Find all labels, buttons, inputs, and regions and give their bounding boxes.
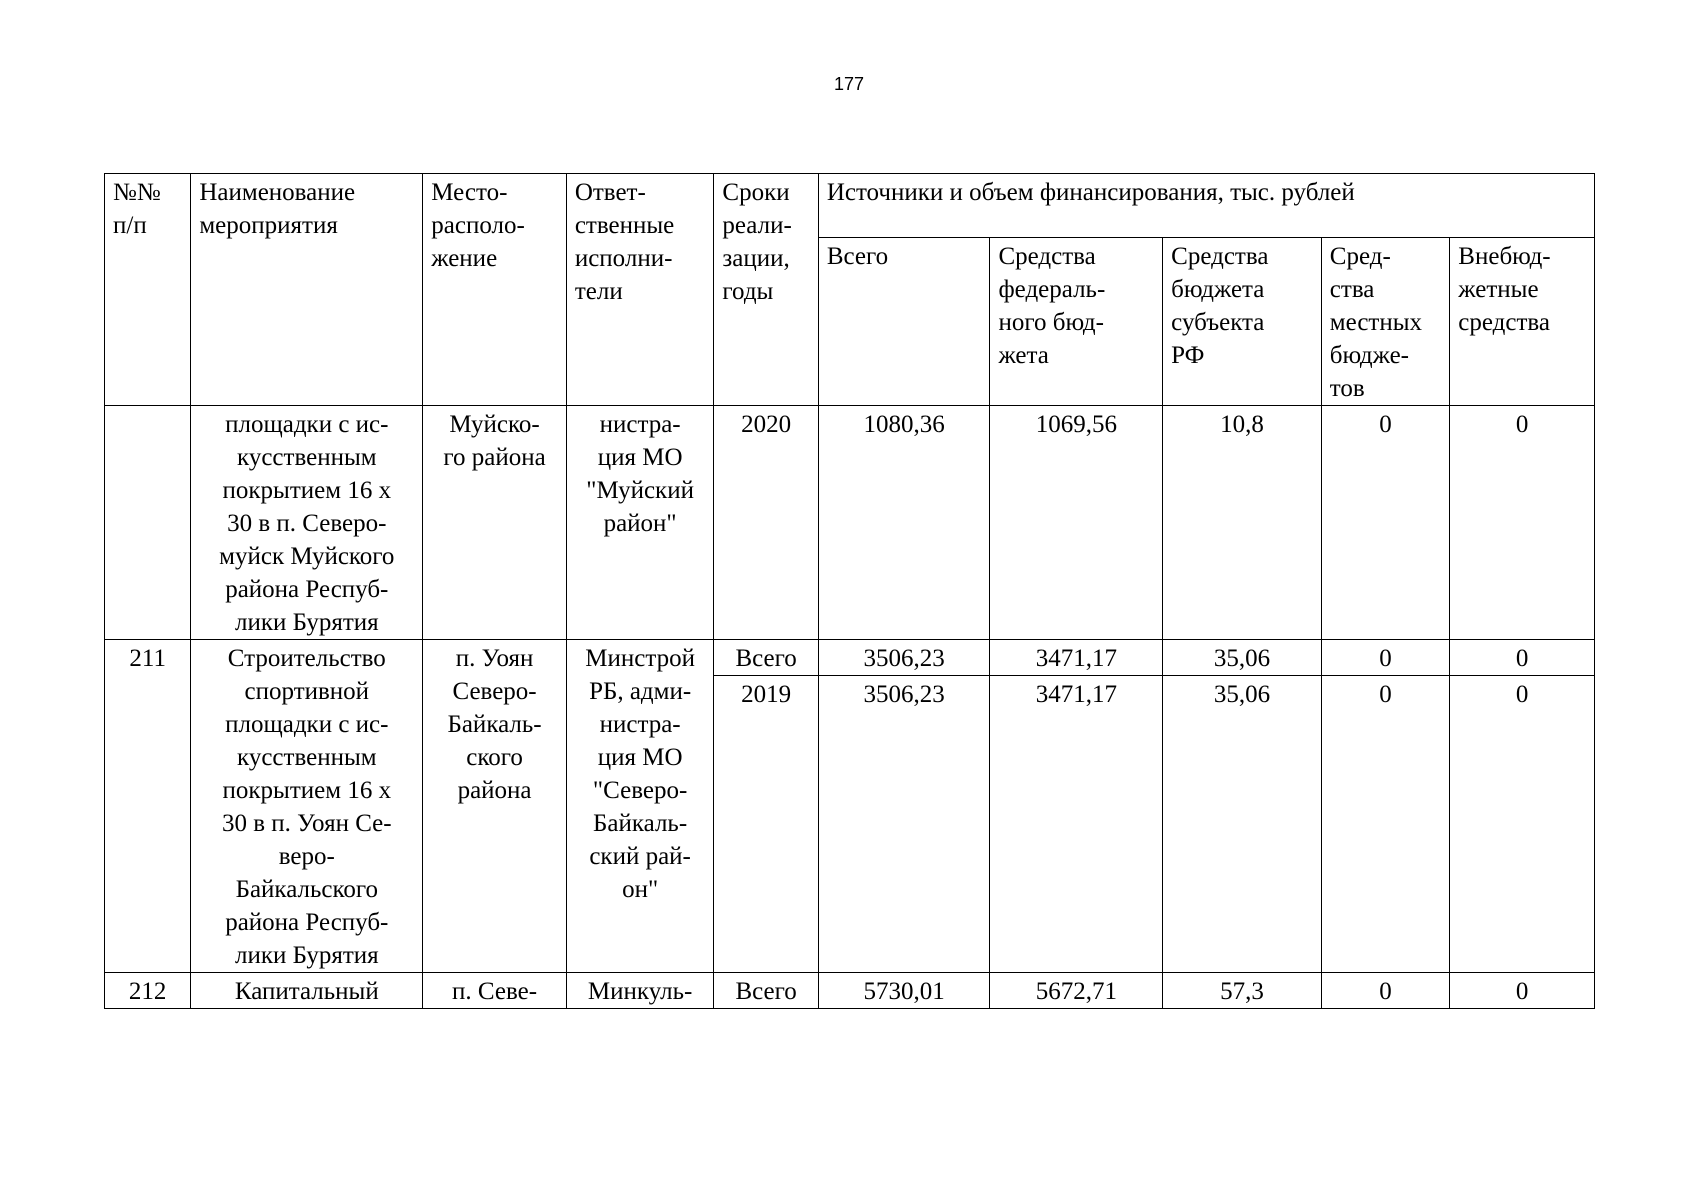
row-extra: 0 (1450, 676, 1595, 973)
row-federal: 3471,17 (990, 676, 1163, 973)
header-financing: Источники и объем финансирования, тыс. рублей (818, 174, 1594, 238)
table-row (105, 973, 1595, 1009)
header-local: Сред- ства местных бюдже- тов (1321, 238, 1450, 406)
row-extra: 0 (1450, 973, 1595, 1009)
row-location: п. Севе- (423, 973, 567, 1009)
row-total: 5730,01 (818, 973, 990, 1009)
row-local: 0 (1321, 406, 1450, 640)
financing-table (104, 173, 1595, 1009)
row-extra: 0 (1450, 406, 1595, 640)
header-total: Всего (818, 238, 990, 406)
header-subject: Средства бюджета субъекта РФ (1163, 238, 1322, 406)
table-header-row (105, 174, 1595, 238)
table-row (105, 406, 1595, 640)
row-local: 0 (1321, 973, 1450, 1009)
row-name: Строительство спортивной площадки с ис- кусственным покрытием 16 х 30 в п. Уоян Се- веро- Байкальского района Респуб- лики Бурятия (191, 640, 423, 973)
row-name: Капитальный (191, 973, 423, 1009)
row-responsible: Минкуль- (566, 973, 714, 1009)
header-num: №№ п/п (105, 174, 191, 406)
header-location: Место- располо- жение (423, 174, 567, 406)
row-period: 2019 (714, 676, 818, 973)
row-local: 0 (1321, 676, 1450, 973)
row-federal: 3471,17 (990, 640, 1163, 676)
row-federal: 5672,71 (990, 973, 1163, 1009)
row-name: площадки с ис- кусственным покрытием 16 х 30 в п. Северо- муйск Муйского района Респуб- лики Бурятия (191, 406, 423, 640)
row-total: 3506,23 (818, 676, 990, 973)
row-location: п. Уоян Северо- Байкаль- ского района (423, 640, 567, 973)
row-responsible: нистра- ция МО "Муйский район" (566, 406, 714, 640)
header-period: Сроки реали- зации, годы (714, 174, 818, 406)
row-federal: 1069,56 (990, 406, 1163, 640)
row-total: 1080,36 (818, 406, 990, 640)
row-responsible: Минстрой РБ, адми- нистра- ция МО "Северо- Байкаль- ский рай- он" (566, 640, 714, 973)
header-federal: Средства федераль- ного бюд- жета (990, 238, 1163, 406)
row-total: 3506,23 (818, 640, 990, 676)
row-period: Всего (714, 973, 818, 1009)
row-location: Муйско- го района (423, 406, 567, 640)
table-row (105, 640, 1595, 676)
header-name: Наименование мероприятия (191, 174, 423, 406)
row-subject: 35,06 (1163, 640, 1322, 676)
row-subject: 57,3 (1163, 973, 1322, 1009)
row-period: Всего (714, 640, 818, 676)
row-num: 212 (105, 973, 191, 1009)
row-subject: 35,06 (1163, 676, 1322, 973)
row-num (105, 406, 191, 640)
header-extra: Внебюд- жетные средства (1450, 238, 1595, 406)
page-number: 177 (833, 74, 865, 94)
row-subject: 10,8 (1163, 406, 1322, 640)
header-responsible: Ответ- ственные исполни- тели (566, 174, 714, 406)
row-num: 211 (105, 640, 191, 973)
row-period: 2020 (714, 406, 818, 640)
row-extra: 0 (1450, 640, 1595, 676)
row-local: 0 (1321, 640, 1450, 676)
